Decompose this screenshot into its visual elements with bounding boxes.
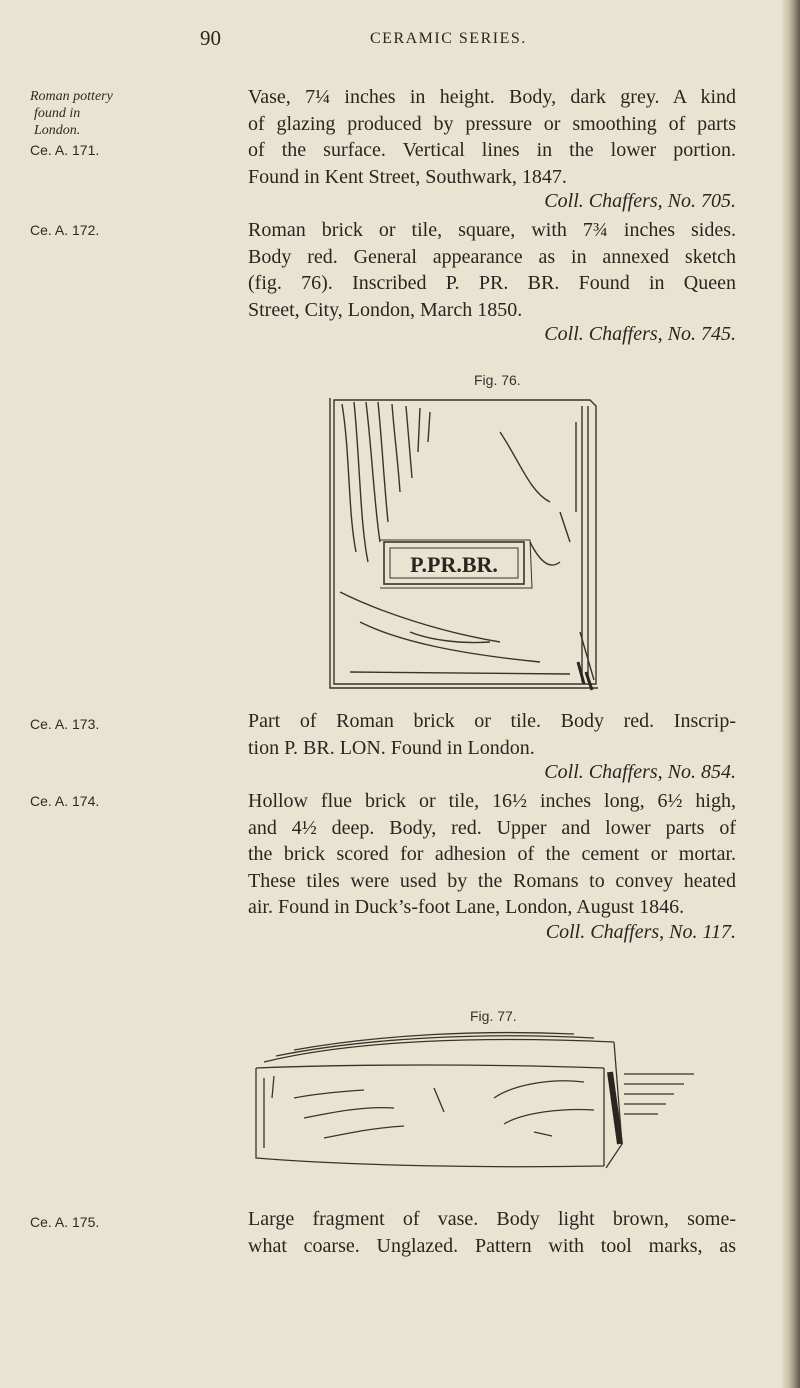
catalogue-entry [248, 217, 736, 323]
entry-line: (fig. 76). Inscribed P. PR. BR. Found in Queen [248, 272, 736, 294]
figure-caption: Fig. 76. [474, 372, 521, 388]
entry-line: Street, City, London, March 1850. [248, 298, 523, 321]
entry-line: what coarse. Unglazed. Pattern with tool marks, as [248, 1234, 736, 1257]
entry-line: Large fragment of vase. Body light brown, some- [248, 1208, 736, 1230]
entry-line: Vase, 7¼ inches in height. Body, dark grey. A kind [248, 86, 736, 108]
catalogue-entry [248, 708, 736, 761]
entry-line: the brick scored for adhesion of the cement or mortar. [248, 843, 736, 865]
entry-line: Body red. General appearance as in annexed sketch [248, 245, 736, 268]
running-head: CERAMIC SERIES. [370, 30, 527, 47]
figure-flue-tile-drawing [234, 1028, 704, 1178]
side-note-line: Roman pottery [30, 89, 113, 104]
catalogue-ref: Ce. A. 171. [30, 142, 100, 158]
catalogue-ref: Ce. A. 172. [30, 222, 100, 238]
side-note-line: found in [34, 106, 81, 121]
entry-line: of glazing produced by pressure or smoothing of parts [248, 112, 736, 135]
entry-line: Hollow flue brick or tile, 16½ inches long, 6½ high, [248, 790, 736, 812]
catalogue-ref: Ce. A. 173. [30, 716, 100, 732]
collection-note: Coll. Chaffers, No. 117. [545, 921, 736, 943]
entry-line: tion P. BR. LON. Found in London. [248, 736, 535, 759]
figure-inscription: P.PR.BR. [410, 552, 498, 577]
side-note-line: London. [34, 123, 81, 138]
entry-line: of the surface. Vertical lines in the lower portion. [248, 139, 736, 161]
catalogue-entry [248, 84, 736, 190]
collection-note: Coll. Chaffers, No. 745. [544, 323, 736, 345]
entry-line: Roman brick or tile, square, with 7¾ inches sides. [248, 219, 736, 241]
page-header [0, 26, 800, 56]
collection-note: Coll. Chaffers, No. 705. [544, 190, 736, 212]
figure-caption: Fig. 77. [470, 1008, 517, 1024]
entry-line: These tiles were used by the Romans to convey heated [248, 869, 736, 892]
entry-line: Found in Kent Street, Southwark, 1847. [248, 165, 567, 188]
catalogue-entry [248, 1206, 736, 1259]
figure-brick-drawing [320, 392, 616, 692]
catalogue-ref: Ce. A. 174. [30, 793, 100, 809]
page-edge-shadow [782, 0, 800, 1388]
catalogue-ref: Ce. A. 175. [30, 1214, 100, 1230]
catalogue-entry [248, 788, 736, 921]
side-note [30, 88, 160, 139]
entry-line: Part of Roman brick or tile. Body red. Inscrip- [248, 710, 736, 732]
page-number: 90 [200, 26, 221, 50]
entry-line: and 4½ deep. Body, red. Upper and lower parts of [248, 816, 736, 839]
entry-line: air. Found in Duck’s-foot Lane, London, August 1846. [248, 896, 685, 918]
collection-note: Coll. Chaffers, No. 854. [544, 761, 736, 783]
